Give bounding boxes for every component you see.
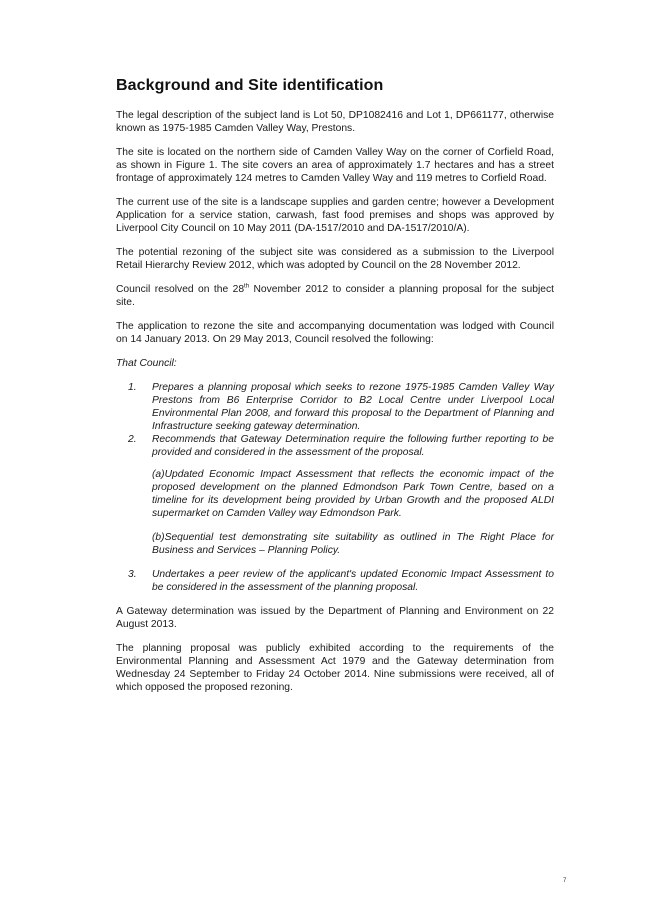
- paragraph-retail-review: The potential rezoning of the subject site was considered as a submission to the Liverpool Retail Hierarchy Review 2012, which was adopted by Council on the 28 November 2012.: [116, 247, 554, 271]
- paragraph-site-location: The site is located on the northern side of Camden Valley Way on the corner of Corfield Road, as shown in Figure 1. The site covers an area of approximately 1.7 hectares and has a street frontage of approximately 124 metres to Camden Valley Way and 119 metres to Corfield Road.: [116, 147, 554, 184]
- resolution-text: Prepares a planning proposal which seeks to rezone 1975-1985 Camden Valley Way Prestons from B6 Enterprise Corridor to B2 Local Centre under Liverpool Local Environmental Plan 2008, and forward this proposal to the Department of Planning and Infrastructure seeking gateway determination.: [152, 382, 554, 432]
- resolution-list: [116, 381, 554, 594]
- resolution-sub-a: (a)Updated Economic Impact Assessment that reflects the economic impact of the proposed development on the planned Edmondson Park Town Centre, based on a timeline for its development being provided by Urban Growth and the proposed ALDI supermarket on Camden Valley way Edmondson Park.: [152, 469, 554, 519]
- paragraph-public-exhibition: The planning proposal was publicly exhibited according to the requirements of the Environmental Planning and Assessment Act 1979 and the Gateway determination from Wednesday 24 September to Friday 24 October 2014. Nine submissions were received, all of which opposed the proposed rezoning.: [116, 643, 554, 693]
- p5-after: November 2012 to consider a planning proposal for the subject site.: [116, 284, 554, 308]
- resolution-item: [124, 568, 554, 594]
- paragraph-current-use: The current use of the site is a landscape supplies and garden centre; however a Development Application for a service station, carwash, fast food premises and shops was approved by Liverpool City Council on 10 May 2011 (DA-1517/2010 and DA-1517/2010/A).: [116, 197, 554, 234]
- section-heading: Background and Site identification: [116, 77, 384, 94]
- resolution-sub-b: (b)Sequential test demonstrating site suitability as outlined in The Right Place for Business and Services – Planning Policy.: [152, 532, 554, 556]
- resolution-text: Undertakes a peer review of the applicant's updated Economic Impact Assessment to be considered in the assessment of the planning proposal.: [152, 569, 554, 593]
- resolution-number: 2.: [128, 434, 137, 445]
- page-number: 7: [563, 878, 567, 884]
- resolution-item: [124, 433, 554, 557]
- p5-before: Council resolved on the 28: [116, 284, 245, 295]
- paragraph-legal-description: The legal description of the subject land is Lot 50, DP1082416 and Lot 1, DP661177, otherwise known as 1975-1985 Camden Valley Way, Prestons.: [116, 110, 554, 134]
- resolution-number: 1.: [128, 382, 137, 393]
- resolution-number: 3.: [128, 569, 137, 580]
- paragraph-gateway-determination: A Gateway determination was issued by the Department of Planning and Environment on 22 August 2013.: [116, 606, 554, 630]
- that-council-label: That Council:: [116, 358, 177, 369]
- document-page: [116, 77, 554, 705]
- resolution-item: [124, 381, 554, 433]
- p5-superscript: th: [244, 283, 250, 290]
- paragraph-application-lodged: The application to rezone the site and accompanying documentation was lodged with Council on 14 January 2013. On 29 May 2013, Council resolved the following:: [116, 321, 554, 345]
- resolution-text: Recommends that Gateway Determination require the following further reporting to be provided and considered in the assessment of the proposal.: [152, 434, 554, 458]
- paragraph-council-resolved: [116, 283, 554, 309]
